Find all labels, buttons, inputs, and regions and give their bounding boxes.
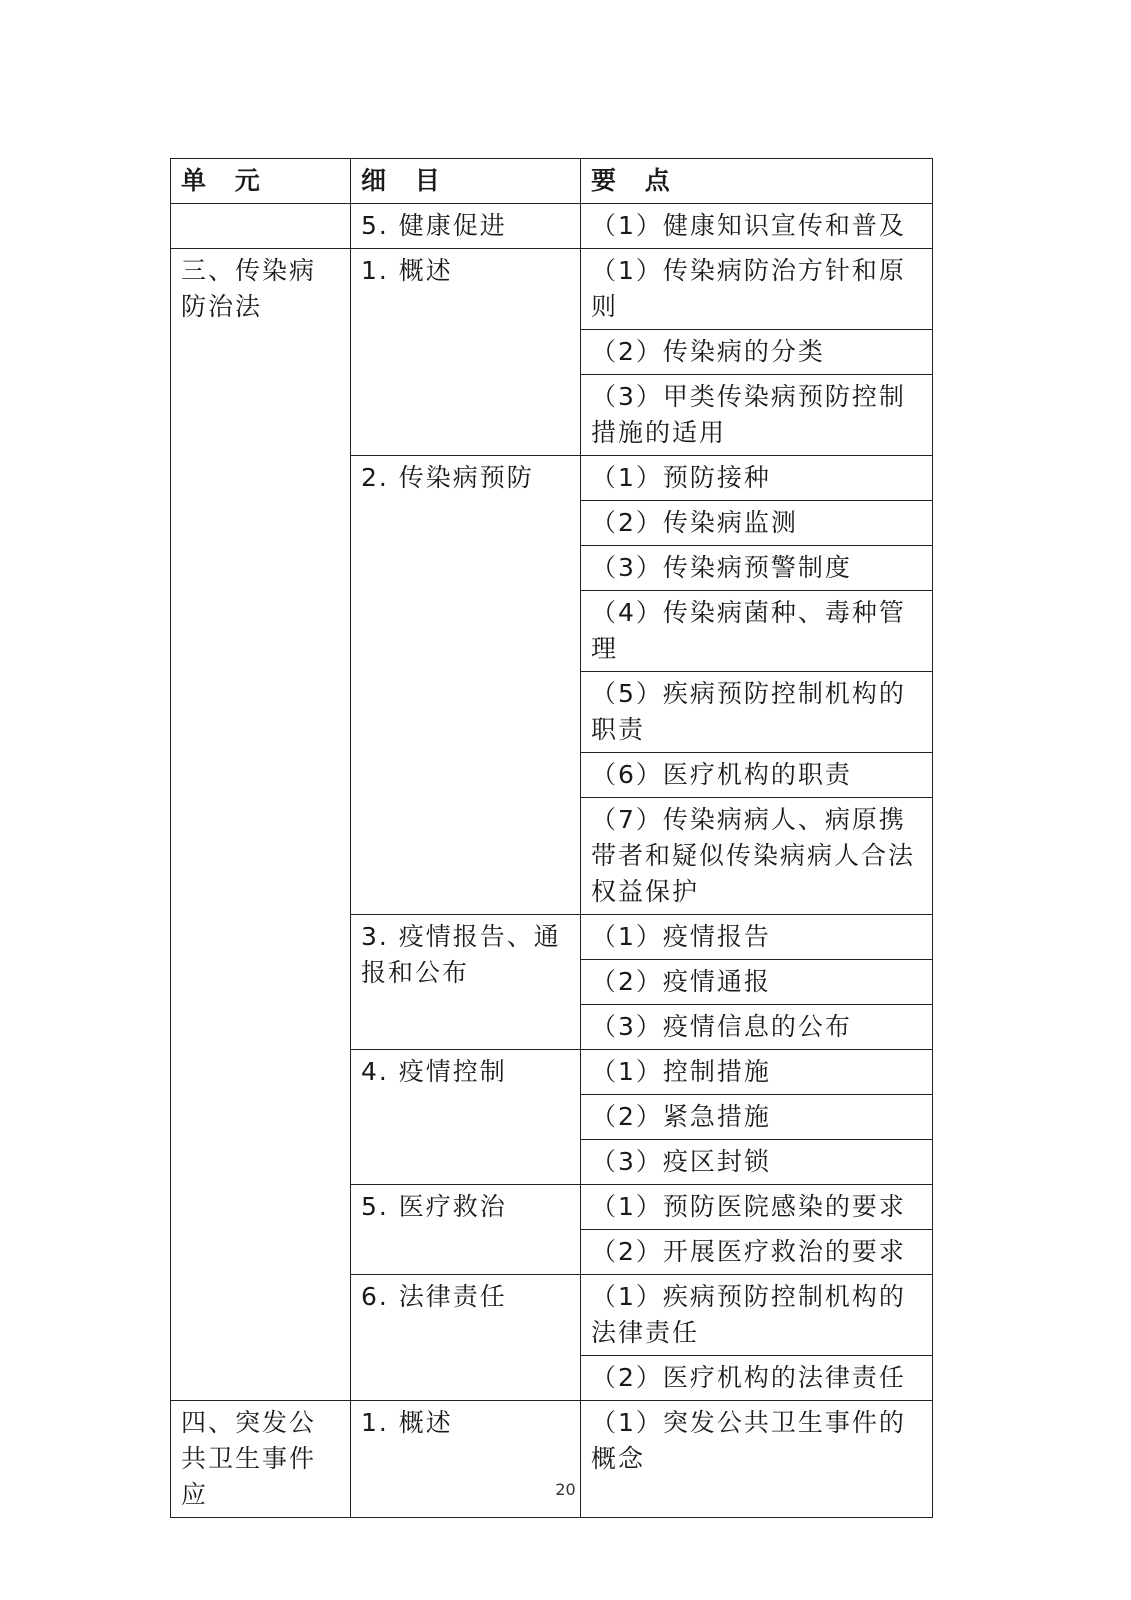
- page-number: 20: [555, 1480, 576, 1499]
- point-cell: （3）甲类传染病预防控制措施的适用: [581, 375, 933, 456]
- table-header-row: [171, 159, 933, 204]
- point-cell: （2）传染病的分类: [581, 330, 933, 375]
- detail-cell: 1. 概述: [351, 1401, 581, 1518]
- point-cell: （1）控制措施: [581, 1050, 933, 1095]
- detail-cell: 3. 疫情报告、通报和公布: [351, 915, 581, 1050]
- syllabus-table: [170, 158, 933, 1518]
- point-cell: （1）疫情报告: [581, 915, 933, 960]
- point-cell: （2）紧急措施: [581, 1095, 933, 1140]
- point-cell: （1）疾病预防控制机构的法律责任: [581, 1275, 933, 1356]
- detail-cell: 5. 健康促进: [351, 204, 581, 249]
- detail-cell: 5. 医疗救治: [351, 1185, 581, 1275]
- point-cell: （3）疫情信息的公布: [581, 1005, 933, 1050]
- point-cell: （1）健康知识宣传和普及: [581, 204, 933, 249]
- unit-cell: 三、传染病防治法: [171, 249, 351, 1401]
- unit-cell: 四、突发公共卫生事件应: [171, 1401, 351, 1518]
- point-cell: （5）疾病预防控制机构的职责: [581, 672, 933, 753]
- point-cell: （4）传染病菌种、毒种管理: [581, 591, 933, 672]
- point-cell: （7）传染病病人、病原携带者和疑似传染病病人合法权益保护: [581, 798, 933, 915]
- header-points: 要 点: [581, 159, 933, 204]
- unit-cell: [171, 204, 351, 249]
- detail-cell: 4. 疫情控制: [351, 1050, 581, 1185]
- point-cell: （6）医疗机构的职责: [581, 753, 933, 798]
- point-cell: （3）疫区封锁: [581, 1140, 933, 1185]
- header-unit: 单 元: [171, 159, 351, 204]
- table-row: [171, 1401, 933, 1518]
- detail-cell: 2. 传染病预防: [351, 456, 581, 915]
- table-row: [171, 204, 933, 249]
- header-detail: 细 目: [351, 159, 581, 204]
- point-cell: （1）预防接种: [581, 456, 933, 501]
- point-cell: （2）传染病监测: [581, 501, 933, 546]
- point-cell: （3）传染病预警制度: [581, 546, 933, 591]
- point-cell: （2）疫情通报: [581, 960, 933, 1005]
- point-cell: （2）医疗机构的法律责任: [581, 1356, 933, 1401]
- detail-cell: 6. 法律责任: [351, 1275, 581, 1401]
- point-cell: （1）突发公共卫生事件的概念: [581, 1401, 933, 1518]
- point-cell: （2）开展医疗救治的要求: [581, 1230, 933, 1275]
- table-row: [171, 249, 933, 330]
- point-cell: （1）传染病防治方针和原则: [581, 249, 933, 330]
- point-cell: （1）预防医院感染的要求: [581, 1185, 933, 1230]
- detail-cell: 1. 概述: [351, 249, 581, 456]
